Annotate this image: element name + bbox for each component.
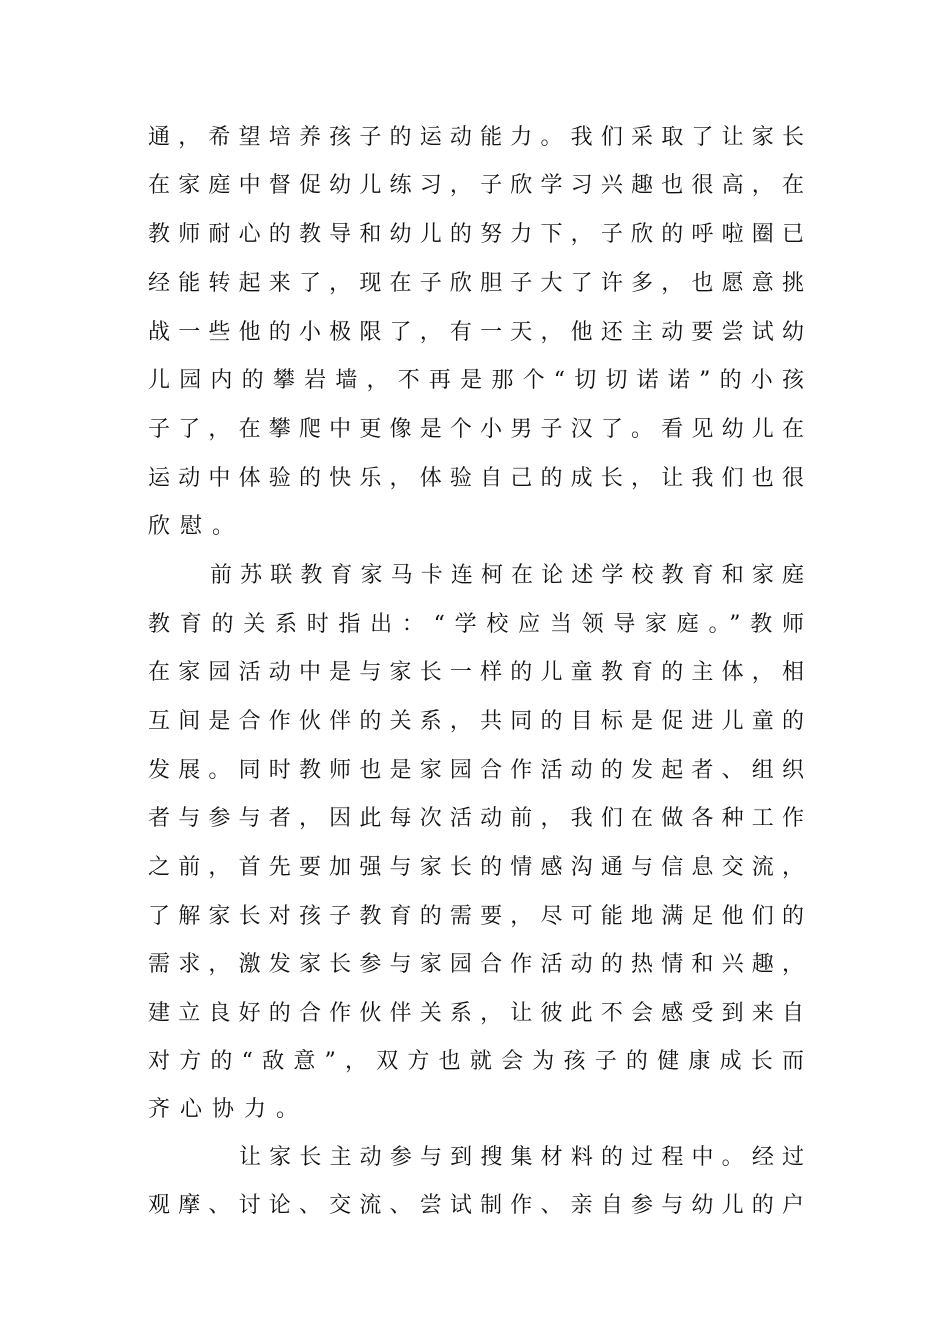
text-line: 子了，在攀爬中更像是个小男子汉了。看见幼儿在 [148,417,804,442]
text-line: 教育的关系时指出：“学校应当领导家庭。”教师 [148,612,804,637]
text-line: 在家园活动中是与家长一样的儿童教育的主体，相 [148,660,804,685]
paragraph-first-line: 让家长主动参与到搜集材料的过程中。经过 [239,1145,804,1170]
text-line: 需求，激发家长参与家园合作活动的热情和兴趣， [148,952,804,977]
text-line: 观摩、讨论、交流、尝试制作、亲自参与幼儿的户 [148,1193,804,1218]
text-line: 教师耐心的教导和幼儿的努力下，子欣的呼啦圈已 [148,222,804,247]
text-line: 者与参与者，因此每次活动前，我们在做各种工作 [148,806,804,831]
text-line: 对方的“敌意”，双方也就会为孩子的健康成长而 [148,1049,804,1074]
text-line: 互间是合作伙伴的关系，共同的目标是促进儿童的 [148,709,804,734]
paragraph-first-line: 前苏联教育家马卡连柯在论述学校教育和家庭 [210,563,804,588]
text-line: 发展。同时教师也是家园合作活动的发起者、组织 [148,758,804,783]
text-line: 儿园内的攀岩墙，不再是那个“切切诺诺”的小孩 [148,368,804,393]
text-line: 了解家长对孩子教育的需要，尽可能地满足他们的 [148,904,804,929]
text-line: 之前，首先要加强与家长的情感沟通与信息交流， [148,855,804,880]
text-line: 战一些他的小极限了，有一天，他还主动要尝试幼 [148,320,804,345]
text-line: 通，希望培养孩子的运动能力。我们采取了让家长 [148,125,804,150]
text-line: 运动中体验的快乐，体验自己的成长，让我们也很 [148,466,804,491]
text-line: 在家庭中督促幼儿练习，子欣学习兴趣也很高，在 [148,173,804,198]
text-line: 欣慰。 [148,514,245,539]
text-line: 经能转起来了，现在子欣胆子大了许多，也愿意挑 [148,271,804,296]
text-line: 建立良好的合作伙伴关系，让彼此不会感受到来自 [148,1001,804,1026]
text-line: 齐心协力。 [148,1097,309,1122]
